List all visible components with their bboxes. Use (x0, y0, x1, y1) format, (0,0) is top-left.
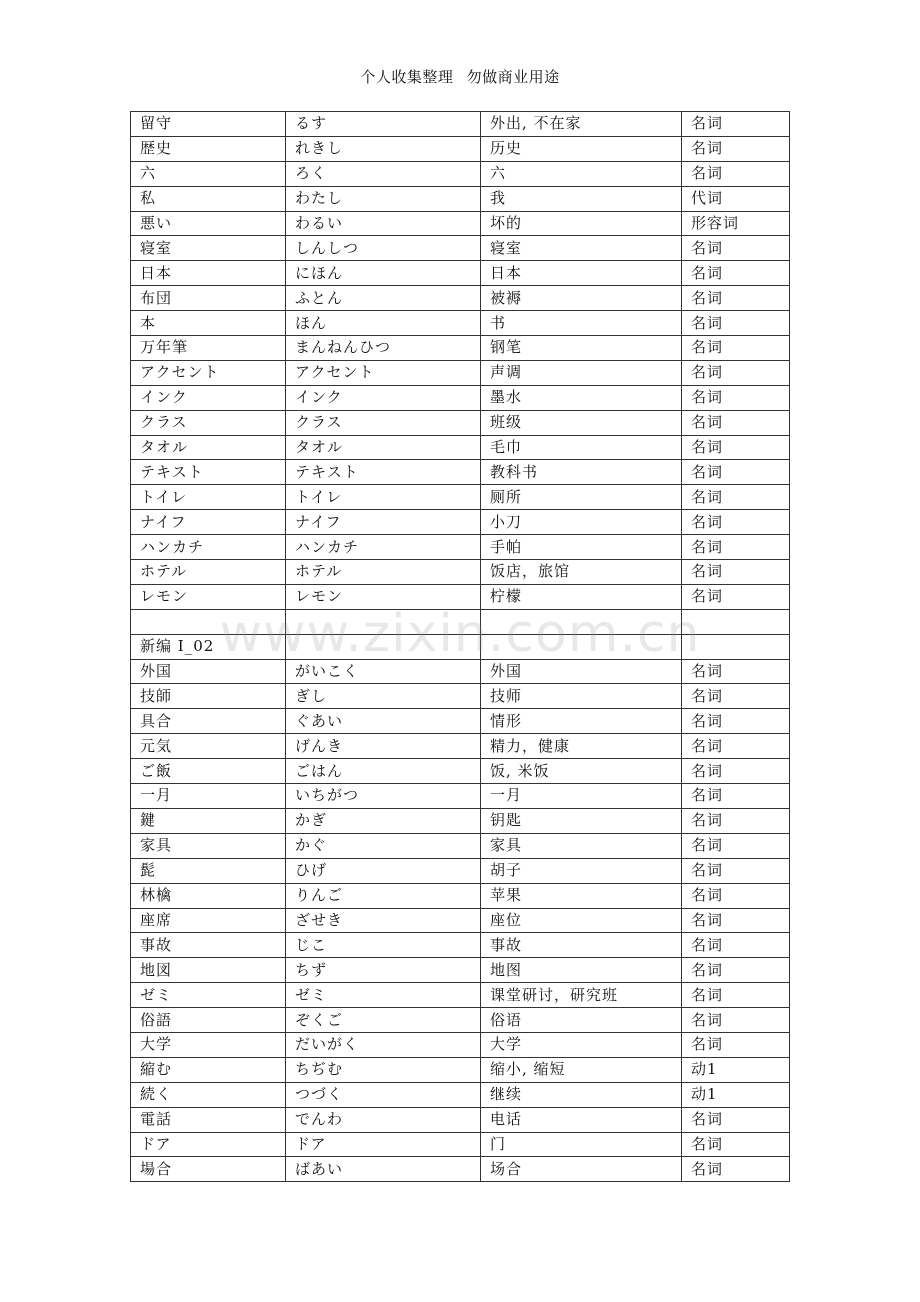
meaning-cell: 柠檬 (481, 584, 682, 609)
reading-cell: ナイフ (286, 510, 481, 535)
table-row (131, 808, 790, 833)
word-cell: 家具 (131, 833, 286, 858)
reading-cell: わたし (286, 186, 481, 211)
part-of-speech-cell: 名词 (682, 560, 790, 585)
meaning-cell: 一月 (481, 784, 682, 809)
meaning-cell: 门 (481, 1132, 682, 1157)
meaning-cell: 课堂研讨，研究班 (481, 983, 682, 1008)
word-cell: 万年筆 (131, 336, 286, 361)
part-of-speech-cell: 名词 (682, 784, 790, 809)
meaning-cell: 大学 (481, 1032, 682, 1057)
meaning-cell: 钥匙 (481, 808, 682, 833)
word-cell: 具合 (131, 709, 286, 734)
meaning-cell: 缩小, 缩短 (481, 1057, 682, 1082)
reading-cell: だいがく (286, 1032, 481, 1057)
header-text-collected: 个人收集整理 (360, 68, 454, 86)
meaning-cell: 地图 (481, 958, 682, 983)
part-of-speech-cell: 名词 (682, 659, 790, 684)
word-cell: 鍵 (131, 808, 286, 833)
table-row (131, 1132, 790, 1157)
part-of-speech-cell (682, 609, 790, 634)
meaning-cell: 饭店，旅馆 (481, 560, 682, 585)
part-of-speech-cell: 名词 (682, 759, 790, 784)
meaning-cell: 六 (481, 161, 682, 186)
word-cell: 元気 (131, 734, 286, 759)
part-of-speech-cell: 形容词 (682, 211, 790, 236)
reading-cell: かぐ (286, 833, 481, 858)
part-of-speech-cell: 名词 (682, 1032, 790, 1057)
table-row (131, 460, 790, 485)
reading-cell: ばあい (286, 1157, 481, 1182)
reading-cell: ざせき (286, 908, 481, 933)
meaning-cell: 外国 (481, 659, 682, 684)
word-cell: 大学 (131, 1032, 286, 1057)
word-cell: 一月 (131, 784, 286, 809)
word-cell: 林檎 (131, 883, 286, 908)
part-of-speech-cell: 名词 (682, 236, 790, 261)
reading-cell: ほん (286, 311, 481, 336)
reading-cell: るす (286, 112, 481, 137)
part-of-speech-cell: 名词 (682, 336, 790, 361)
table-row (131, 136, 790, 161)
reading-cell: がいこく (286, 659, 481, 684)
reading-cell: にほん (286, 261, 481, 286)
part-of-speech-cell: 代词 (682, 186, 790, 211)
part-of-speech-cell: 名词 (682, 983, 790, 1008)
meaning-cell: 技师 (481, 684, 682, 709)
reading-cell: ひげ (286, 858, 481, 883)
reading-cell: クラス (286, 410, 481, 435)
meaning-cell: 毛巾 (481, 435, 682, 460)
reading-cell: ぐあい (286, 709, 481, 734)
word-cell: インク (131, 385, 286, 410)
word-cell: 寝室 (131, 236, 286, 261)
table-row (131, 1157, 790, 1182)
reading-cell: れきし (286, 136, 481, 161)
word-cell: 本 (131, 311, 286, 336)
meaning-cell (481, 609, 682, 634)
reading-cell: タオル (286, 435, 481, 460)
word-cell: 俗語 (131, 1008, 286, 1033)
word-cell: 六 (131, 161, 286, 186)
vocabulary-table-body (131, 112, 790, 1182)
meaning-cell: 外出, 不在家 (481, 112, 682, 137)
word-cell: 新编 I_02 (131, 634, 286, 659)
word-cell: アクセント (131, 360, 286, 385)
table-row (131, 385, 790, 410)
table-row (131, 485, 790, 510)
table-row (131, 112, 790, 137)
meaning-cell: 饭, 米饭 (481, 759, 682, 784)
part-of-speech-cell: 名词 (682, 261, 790, 286)
table-row (131, 1008, 790, 1033)
reading-cell: アクセント (286, 360, 481, 385)
meaning-cell: 家具 (481, 833, 682, 858)
part-of-speech-cell: 名词 (682, 311, 790, 336)
reading-cell: ちぢむ (286, 1057, 481, 1082)
word-cell: 縮む (131, 1057, 286, 1082)
part-of-speech-cell: 名词 (682, 161, 790, 186)
part-of-speech-cell: 名词 (682, 1132, 790, 1157)
meaning-cell: 历史 (481, 136, 682, 161)
table-row (131, 560, 790, 585)
part-of-speech-cell: 名词 (682, 435, 790, 460)
word-cell: トイレ (131, 485, 286, 510)
meaning-cell: 俗语 (481, 1008, 682, 1033)
word-cell: 留守 (131, 112, 286, 137)
word-cell: 私 (131, 186, 286, 211)
reading-cell: ろく (286, 161, 481, 186)
table-row (131, 759, 790, 784)
table-row (131, 360, 790, 385)
meaning-cell: 场合 (481, 1157, 682, 1182)
table-row (131, 1057, 790, 1082)
reading-cell: テキスト (286, 460, 481, 485)
part-of-speech-cell: 名词 (682, 510, 790, 535)
part-of-speech-cell: 名词 (682, 385, 790, 410)
word-cell: クラス (131, 410, 286, 435)
table-row (131, 236, 790, 261)
part-of-speech-cell: 名词 (682, 460, 790, 485)
word-cell: 髭 (131, 858, 286, 883)
reading-cell: ぞくご (286, 1008, 481, 1033)
word-cell: 続く (131, 1082, 286, 1107)
word-cell: タオル (131, 435, 286, 460)
reading-cell: ハンカチ (286, 535, 481, 560)
part-of-speech-cell: 名词 (682, 709, 790, 734)
reading-cell: ホテル (286, 560, 481, 585)
part-of-speech-cell: 名词 (682, 883, 790, 908)
word-cell: 場合 (131, 1157, 286, 1182)
word-cell: 布団 (131, 286, 286, 311)
word-cell: 電話 (131, 1107, 286, 1132)
table-row (131, 634, 790, 659)
reading-cell: まんねんひつ (286, 336, 481, 361)
part-of-speech-cell: 名词 (682, 933, 790, 958)
word-cell: 日本 (131, 261, 286, 286)
meaning-cell: 坏的 (481, 211, 682, 236)
reading-cell: でんわ (286, 1107, 481, 1132)
table-row (131, 261, 790, 286)
part-of-speech-cell: 名词 (682, 410, 790, 435)
table-row (131, 609, 790, 634)
table-row (131, 584, 790, 609)
meaning-cell: 寝室 (481, 236, 682, 261)
meaning-cell: 电话 (481, 1107, 682, 1132)
table-row (131, 709, 790, 734)
part-of-speech-cell: 名词 (682, 833, 790, 858)
part-of-speech-cell: 名词 (682, 808, 790, 833)
part-of-speech-cell: 名词 (682, 1008, 790, 1033)
meaning-cell: 事故 (481, 933, 682, 958)
meaning-cell: 教科书 (481, 460, 682, 485)
part-of-speech-cell: 名词 (682, 136, 790, 161)
reading-cell (286, 609, 481, 634)
part-of-speech-cell: 动1 (682, 1057, 790, 1082)
reading-cell: りんご (286, 883, 481, 908)
part-of-speech-cell: 名词 (682, 360, 790, 385)
part-of-speech-cell: 名词 (682, 584, 790, 609)
word-cell: ドア (131, 1132, 286, 1157)
reading-cell: レモン (286, 584, 481, 609)
word-cell: ゼミ (131, 983, 286, 1008)
meaning-cell: 座位 (481, 908, 682, 933)
header-text-noncommercial: 勿做商业用途 (466, 68, 560, 86)
part-of-speech-cell: 名词 (682, 908, 790, 933)
meaning-cell: 钢笔 (481, 336, 682, 361)
reading-cell: ふとん (286, 286, 481, 311)
meaning-cell: 苹果 (481, 883, 682, 908)
reading-cell (286, 634, 481, 659)
reading-cell: ちず (286, 958, 481, 983)
word-cell: 事故 (131, 933, 286, 958)
table-row (131, 535, 790, 560)
part-of-speech-cell: 名词 (682, 286, 790, 311)
table-row (131, 435, 790, 460)
part-of-speech-cell: 名词 (682, 1157, 790, 1182)
table-row (131, 958, 790, 983)
watermark: www.zixin.com.cn (219, 604, 701, 664)
meaning-cell: 胡子 (481, 858, 682, 883)
part-of-speech-cell: 名词 (682, 858, 790, 883)
reading-cell: つづく (286, 1082, 481, 1107)
table-row (131, 1032, 790, 1057)
meaning-cell: 厕所 (481, 485, 682, 510)
part-of-speech-cell: 名词 (682, 958, 790, 983)
word-cell: 地図 (131, 958, 286, 983)
word-cell: ハンカチ (131, 535, 286, 560)
part-of-speech-cell: 名词 (682, 112, 790, 137)
vocabulary-table (130, 111, 790, 1182)
table-row (131, 684, 790, 709)
reading-cell: げんき (286, 734, 481, 759)
word-cell: ホテル (131, 560, 286, 585)
part-of-speech-cell: 名词 (682, 684, 790, 709)
word-cell: 外国 (131, 659, 286, 684)
table-row (131, 659, 790, 684)
meaning-cell: 书 (481, 311, 682, 336)
meaning-cell: 我 (481, 186, 682, 211)
reading-cell: じこ (286, 933, 481, 958)
table-row (131, 410, 790, 435)
table-row (131, 336, 790, 361)
meaning-cell (481, 634, 682, 659)
meaning-cell: 情形 (481, 709, 682, 734)
table-row (131, 983, 790, 1008)
meaning-cell: 声调 (481, 360, 682, 385)
table-row (131, 311, 790, 336)
reading-cell: インク (286, 385, 481, 410)
table-row (131, 933, 790, 958)
part-of-speech-cell: 动1 (682, 1082, 790, 1107)
reading-cell: わるい (286, 211, 481, 236)
meaning-cell: 手帕 (481, 535, 682, 560)
word-cell (131, 609, 286, 634)
part-of-speech-cell (682, 634, 790, 659)
table-row (131, 734, 790, 759)
table-row (131, 883, 790, 908)
reading-cell: トイレ (286, 485, 481, 510)
word-cell: 悪い (131, 211, 286, 236)
reading-cell: ドア (286, 1132, 481, 1157)
meaning-cell: 继续 (481, 1082, 682, 1107)
reading-cell: いちがつ (286, 784, 481, 809)
reading-cell: ごはん (286, 759, 481, 784)
word-cell: テキスト (131, 460, 286, 485)
part-of-speech-cell: 名词 (682, 535, 790, 560)
table-row (131, 858, 790, 883)
word-cell: レモン (131, 584, 286, 609)
reading-cell: ぎし (286, 684, 481, 709)
word-cell: ご飯 (131, 759, 286, 784)
table-row (131, 211, 790, 236)
table-row (131, 908, 790, 933)
table-row (131, 1082, 790, 1107)
word-cell: 座席 (131, 908, 286, 933)
word-cell: 歴史 (131, 136, 286, 161)
meaning-cell: 班级 (481, 410, 682, 435)
table-row (131, 286, 790, 311)
table-row (131, 784, 790, 809)
meaning-cell: 精力，健康 (481, 734, 682, 759)
meaning-cell: 被褥 (481, 286, 682, 311)
reading-cell: ゼミ (286, 983, 481, 1008)
page-header (0, 66, 920, 87)
meaning-cell: 日本 (481, 261, 682, 286)
table-row (131, 833, 790, 858)
word-cell: ナイフ (131, 510, 286, 535)
table-row (131, 510, 790, 535)
reading-cell: かぎ (286, 808, 481, 833)
part-of-speech-cell: 名词 (682, 734, 790, 759)
table-row (131, 1107, 790, 1132)
part-of-speech-cell: 名词 (682, 1107, 790, 1132)
table-row (131, 161, 790, 186)
reading-cell: しんしつ (286, 236, 481, 261)
meaning-cell: 墨水 (481, 385, 682, 410)
part-of-speech-cell: 名词 (682, 485, 790, 510)
table-row (131, 186, 790, 211)
word-cell: 技師 (131, 684, 286, 709)
meaning-cell: 小刀 (481, 510, 682, 535)
